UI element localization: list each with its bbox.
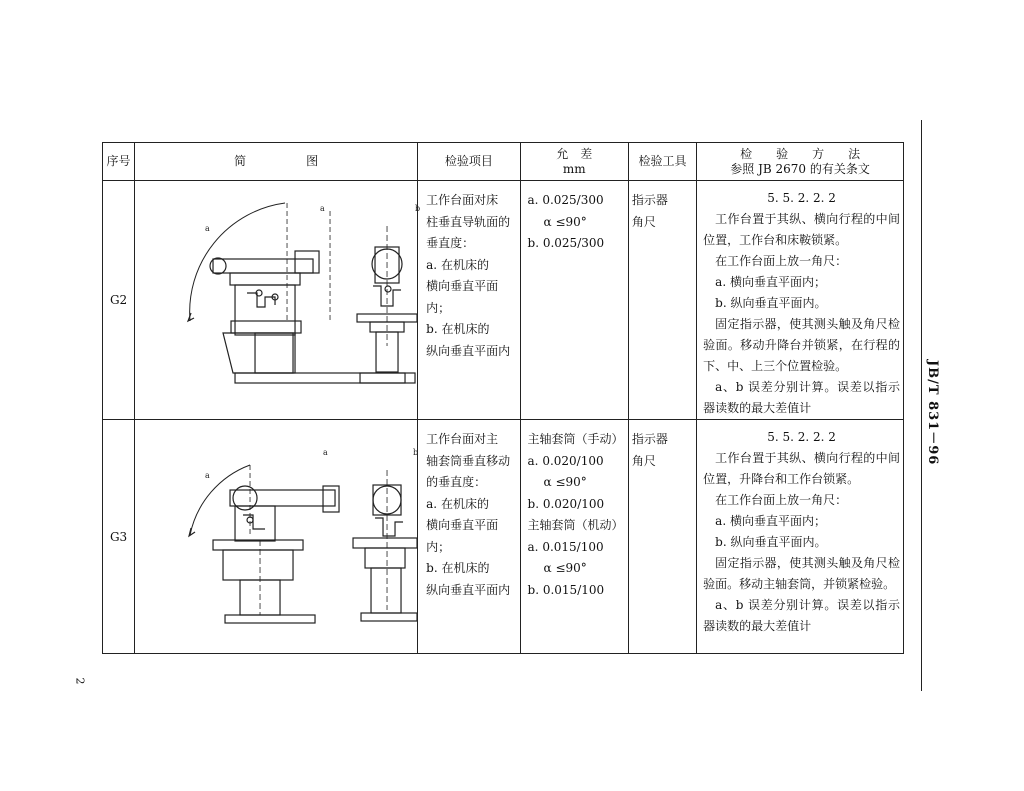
item-line: 的垂直度： [426,475,487,489]
header-figure [135,143,418,181]
page-number: 2 [73,677,87,685]
fig-label-a2: a [323,448,328,457]
tool-line: 指示器 [631,432,668,446]
header-tolerance-title: 允 差 [556,146,593,161]
method-para: 工作台置于其纵、横向行程的中间位置，升降台和工作台锁紧。 [703,451,900,486]
tol-line: 主轴套筒（机动） [527,518,624,532]
row-number: G3 [103,420,135,654]
table-row [103,420,904,654]
header-tolerance-unit: mm [562,161,586,176]
tol-line: a. 0.025/300 [527,193,604,207]
standard-code: JB/T 831－96 [925,360,940,466]
inspection-table [102,142,904,654]
header-tolerance [520,143,628,181]
method-para: a、b 误差分别计算。误差以指示器读数的最大差值计 [703,598,900,633]
method-para: b. 纵向垂直平面内。 [715,296,827,310]
tol-line: α ≤90° [543,475,587,489]
method-code: 5. 5. 2. 2. 2 [767,191,836,205]
fig-label-b: b [413,448,419,457]
row-tool [628,420,696,654]
tool-list [629,181,696,233]
row-method [697,420,904,654]
item-line: 横向垂直平面 [426,518,499,532]
header-method [697,143,904,181]
tol-line: a. 0.020/100 [527,453,604,468]
header-figure-label: 简图 [234,154,379,168]
tool-line: 角尺 [631,453,656,468]
method-para: a. 横向垂直平面内； [715,514,826,528]
tol-line: b. 0.025/300 [527,236,605,250]
row-item [418,181,520,420]
row-number: G2 [103,181,135,420]
tol-line: α ≤90° [543,561,587,575]
header-item: 检验项目 [418,143,520,181]
item-line: 内； [426,539,451,554]
row-item [418,420,520,654]
milling-machine-drawing [135,181,421,414]
tol-line: α ≤90° [543,214,587,229]
method-para: 在工作台面上放一角尺： [715,493,848,507]
item-line: 内； [426,300,451,315]
item-line: 轴套筒垂直移动 [426,453,511,468]
fig-label-a1: a [205,471,210,480]
item-line: b. 在机床的 [426,561,490,575]
tool-list [629,420,696,472]
item-line: a. 在机床的 [426,496,489,511]
fig-label-a2: a [320,204,325,213]
method-text [697,420,903,637]
header-no: 序号 [103,143,135,181]
row-figure [135,181,421,420]
row-tolerance [520,420,628,654]
item-line: 纵向垂直平面内 [426,582,511,597]
table-row [103,181,904,420]
header-tool: 检验工具 [628,143,696,181]
item-line: 工作台面对床 [426,193,499,207]
item-line: b. 在机床的 [426,322,490,336]
header-method-ref: 参照 JB 2670 的有关条文 [730,161,870,176]
item-line: a. 在机床的 [426,257,489,272]
item-line: 柱垂直导轨面的 [426,214,511,229]
method-para: b. 纵向垂直平面内。 [715,535,827,549]
item-line: 横向垂直平面 [426,279,499,293]
item-line: 垂直度： [426,236,475,250]
tool-line: 指示器 [631,193,668,207]
header-method-title: 检 验 方 法 [740,146,861,161]
method-para: a、b 误差分别计算。误差以指示器读数的最大差值计 [703,380,900,415]
tol-line: b. 0.015/100 [527,582,605,597]
fig-label-b: b [415,204,421,213]
fig-label-a1: a [205,224,210,233]
table-header-row [103,143,904,181]
row-figure [135,420,418,654]
method-para: 固定指示器，使其测头触及角尺检验面。移动主轴套筒，并锁紧检验。 [703,556,900,591]
tolerance-list [521,420,628,601]
item-line: 纵向垂直平面内 [426,343,511,358]
tol-line: b. 0.020/100 [527,496,605,511]
item-list [418,181,519,362]
method-text [697,181,903,419]
item-list [418,420,519,601]
method-code: 5. 5. 2. 2. 2 [767,430,836,444]
row-tolerance [520,181,628,420]
row-tool [628,181,696,420]
method-para: 在工作台面上放一角尺： [715,254,848,268]
milling-machine-drawing [135,420,417,653]
method-para: 工作台置于其纵、横向行程的中间位置，工作台和床鞍锁紧。 [703,212,900,247]
tol-line: a. 0.015/100 [527,539,604,554]
tolerance-list [521,181,628,255]
item-line: 工作台面对主 [426,432,499,446]
tol-line: 主轴套筒（手动） [527,432,624,446]
method-para: 固定指示器，使其测头触及角尺检验面。移动升降台并锁紧，在行程的下、中、上三个位置检验。 [703,317,900,373]
method-para: a. 横向垂直平面内； [715,275,826,289]
row-method [697,181,904,420]
tool-line: 角尺 [631,214,656,229]
